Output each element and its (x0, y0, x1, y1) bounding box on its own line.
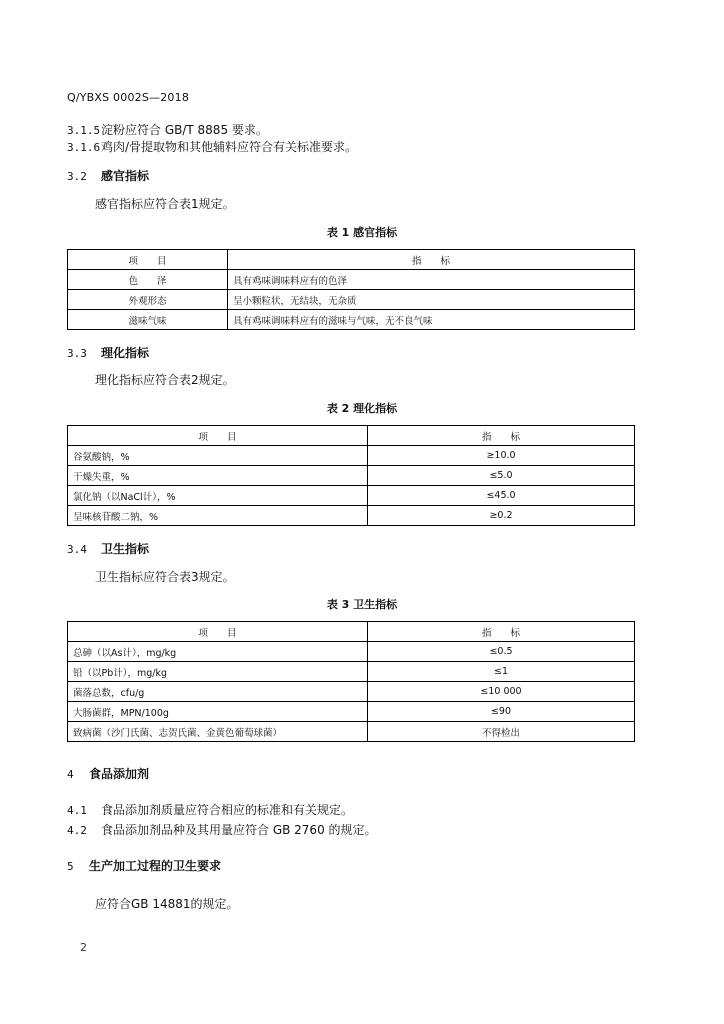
table-cell: 呈味核苷酸二钠，% (68, 506, 368, 526)
table-cell: 具有鸡味调味料应有的色泽 (228, 270, 635, 290)
table-cell: 干燥失重，% (68, 466, 368, 486)
table-cell: ≤0.5 (368, 642, 635, 662)
clause-text: 鸡肉/骨提取物和其他辅料应符合有关标准要求。 (101, 140, 358, 154)
table-row (68, 270, 635, 290)
clause-4-2 (67, 821, 377, 838)
clause-3-1-5 (67, 121, 268, 138)
section-title: 食品添加剂 (89, 767, 150, 781)
table-2-caption: 表 2 理化指标 (326, 402, 398, 415)
table-cell: 致病菌（沙门氏菌、志贺氏菌、金黄色葡萄球菌） (68, 722, 368, 742)
section-3-4-heading (67, 540, 149, 557)
section-5-text: 应符合GB 14881的规定。 (95, 897, 239, 911)
table-header-row (68, 622, 635, 642)
clause-text: 淀粉应符合 GB/T 8885 要求。 (101, 123, 268, 137)
table-header-row (68, 250, 635, 270)
table-row (68, 682, 635, 702)
clause-4-1 (67, 801, 353, 818)
section-title: 理化指标 (101, 346, 150, 360)
table-1-caption: 表 1 感官指标 (326, 226, 398, 239)
table-cell: 具有鸡味调味料应有的滋味与气味，无不良气味 (228, 310, 635, 330)
clause-number: 3.1.6 (67, 141, 101, 154)
table-cell: 谷氨酸钠，% (68, 446, 368, 466)
table-row (68, 466, 635, 486)
table-cell: 氯化钠（以NaCl计），% (68, 486, 368, 506)
section-3-4-intro: 卫生指标应符合表3规定。 (95, 570, 235, 584)
table-cell: 滋味气味 (68, 310, 228, 330)
section-number: 3.3 (67, 347, 87, 360)
clause-text: 食品添加剂质量应符合相应的标准和有关规定。 (101, 803, 354, 817)
section-5-heading (67, 857, 221, 874)
section-3-2-intro: 感官指标应符合表1规定。 (95, 197, 235, 211)
page-number: 2 (80, 941, 87, 954)
table-row (68, 702, 635, 722)
table-2-physicochemical (67, 425, 635, 526)
table-cell: ≤10 000 (368, 682, 635, 702)
clause-number: 4.1 (67, 804, 87, 817)
table-cell: ≤45.0 (368, 486, 635, 506)
table-cell: ≤1 (368, 662, 635, 682)
table-cell: 色 泽 (68, 270, 228, 290)
table-cell: 菌落总数，cfu/g (68, 682, 368, 702)
table-cell: 外观形态 (68, 290, 228, 310)
section-number: 4 (67, 768, 74, 781)
section-title: 生产加工过程的卫生要求 (89, 859, 222, 873)
column-header-indicator: 指 标 (368, 622, 635, 642)
section-3-3-heading (67, 344, 149, 361)
table-row (68, 446, 635, 466)
table-header-row (68, 426, 635, 446)
column-header-indicator: 指 标 (368, 426, 635, 446)
section-3-3-intro: 理化指标应符合表2规定。 (95, 373, 235, 387)
clause-text: 食品添加剂品种及其用量应符合 GB 2760 的规定。 (101, 823, 377, 837)
table-cell: ≤90 (368, 702, 635, 722)
section-title: 感官指标 (101, 169, 150, 183)
table-cell: ≤5.0 (368, 466, 635, 486)
table-1-sensory (67, 249, 635, 330)
table-cell: 铅（以Pb计），mg/kg (68, 662, 368, 682)
table-row (68, 486, 635, 506)
section-number: 3.4 (67, 543, 87, 556)
section-3-2-heading (67, 167, 149, 184)
column-header-indicator: 指 标 (228, 250, 635, 270)
section-number: 5 (67, 860, 74, 873)
table-row (68, 310, 635, 330)
table-cell: 大肠菌群，MPN/100g (68, 702, 368, 722)
table-3-hygiene (67, 621, 635, 742)
table-row (68, 662, 635, 682)
table-cell: ≥10.0 (368, 446, 635, 466)
table-cell: 不得检出 (368, 722, 635, 742)
column-header-item: 项 目 (68, 622, 368, 642)
clause-3-1-6 (67, 138, 357, 155)
column-header-item: 项 目 (68, 250, 228, 270)
table-row (68, 642, 635, 662)
table-cell: 呈小颗粒状，无结块，无杂质 (228, 290, 635, 310)
table-row (68, 290, 635, 310)
table-row (68, 506, 635, 526)
table-cell: ≥0.2 (368, 506, 635, 526)
table-cell: 总砷（以As计），mg/kg (68, 642, 368, 662)
clause-number: 3.1.5 (67, 124, 101, 137)
table-row (68, 722, 635, 742)
section-4-heading (67, 765, 149, 782)
table-3-caption: 表 3 卫生指标 (326, 598, 398, 611)
column-header-item: 项 目 (68, 426, 368, 446)
document-code: Q/YBXS 0002S—2018 (67, 91, 190, 104)
section-title: 卫生指标 (101, 542, 150, 556)
section-number: 3.2 (67, 170, 87, 183)
clause-number: 4.2 (67, 824, 87, 837)
